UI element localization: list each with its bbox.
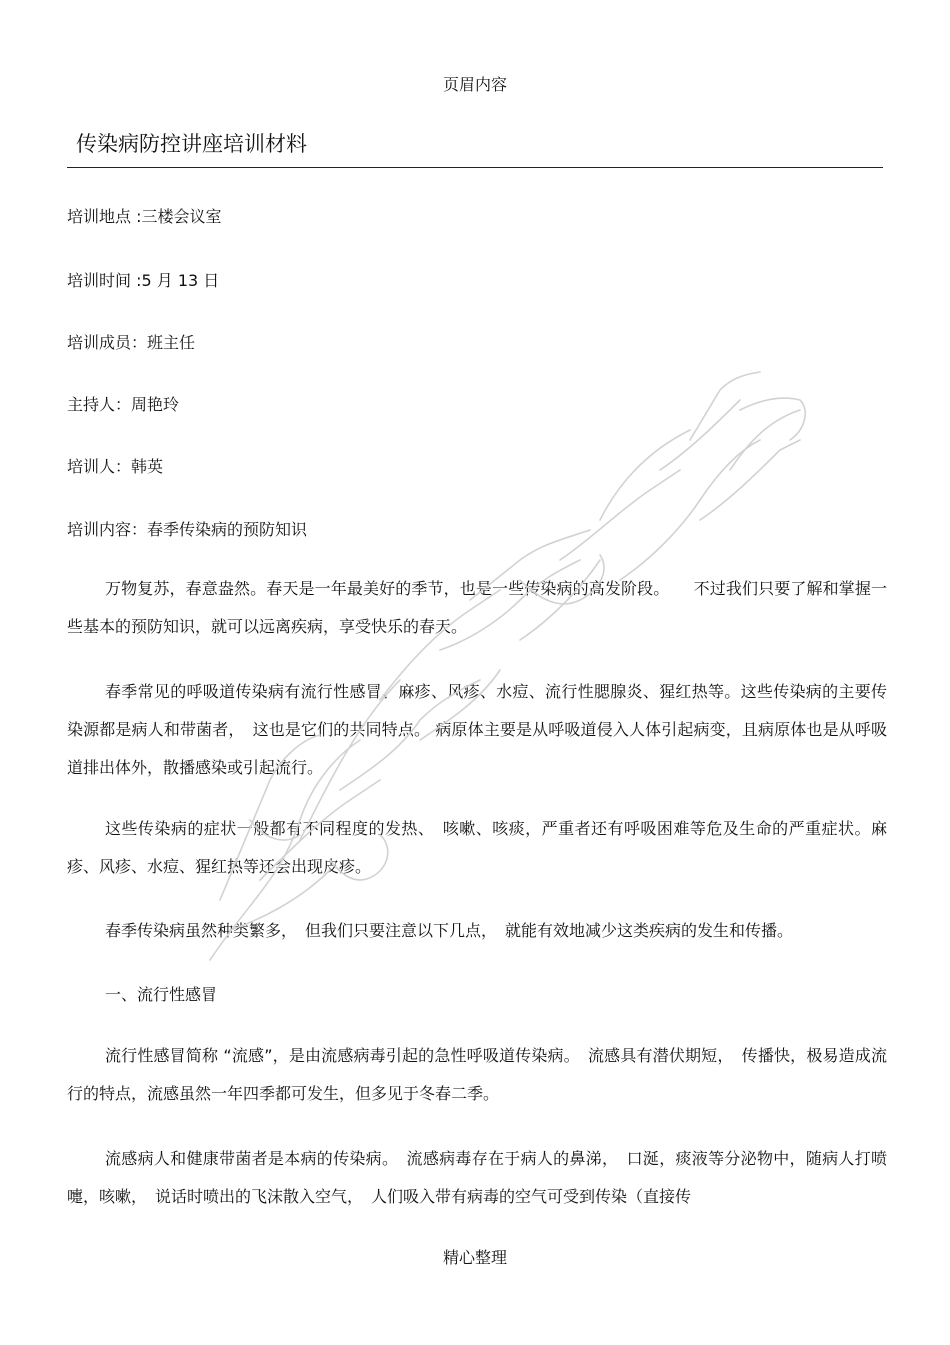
document-title: 传染病防控讲座培训材料 [76,132,307,156]
meta-time: 培训时间 :5 月 13 日 [67,271,220,290]
paragraph-diseases: 春季常见的呼吸道传染病有流行性感冒、麻疹、风疹、水痘、流行性腮腺炎、猩红热等。这些传染病的主要传染源都是病人和带菌者， 这也是它们的共同特点。 病原体主要是从呼吸道侵入人体引起病变，且病原体也是从呼吸道排出体外，散播感染或引起流行。 [67,682,887,777]
meta-members: 培训成员：班主任 [67,333,196,352]
paragraph-flu-transmission: 流感病人和健康带菌者是本病的传染病。 流感病毒存在于病人的鼻涕， 口涎，痰液等分泌物中，随病人打喷嚏，咳嗽， 说话时喷出的飞沫散入空气， 人们吸入带有病毒的空气可受到传染（直接传 [67,1149,887,1206]
section-heading: 一、流行性感冒 [105,985,218,1004]
paragraph-flu-intro: 流行性感冒简称 “流感”，是由流感病毒引起的急性呼吸道传染病。 流感具有潜伏期短， 传播快，极易造成流行的特点，流感虽然一年四季都可发生，但多见于冬春二季。 [67,1046,887,1103]
meta-host: 主持人：周艳玲 [67,395,180,414]
paragraph-prevention: 春季传染病虽然种类繁多， 但我们只要注意以下几点， 就能有效地减少这类疾病的发生和传播。 [105,921,794,940]
paragraph-intro: 万物复苏，春意盎然。春天是一年最美好的季节，也是一些传染病的高发阶段。 不过我们只要了解和掌握一些基本的预防知识，就可以远离疾病，享受快乐的春天。 [67,579,887,636]
page-footer: 精心整理 [442,1248,507,1267]
meta-location: 培训地点 :三楼会议室 [67,207,222,226]
paragraph-symptoms: 这些传染病的症状一般都有不同程度的发热、 咳嗽、咳痰，严重者还有呼吸困难等危及生命的严重症状。麻疹、风疹、水痘、猩红热等还会出现皮疹。 [67,819,887,876]
meta-trainer: 培训人：韩英 [67,457,164,476]
page-header: 页眉内容 [442,75,507,94]
meta-content: 培训内容：春季传染病的预防知识 [67,520,308,539]
title-divider [67,167,883,168]
